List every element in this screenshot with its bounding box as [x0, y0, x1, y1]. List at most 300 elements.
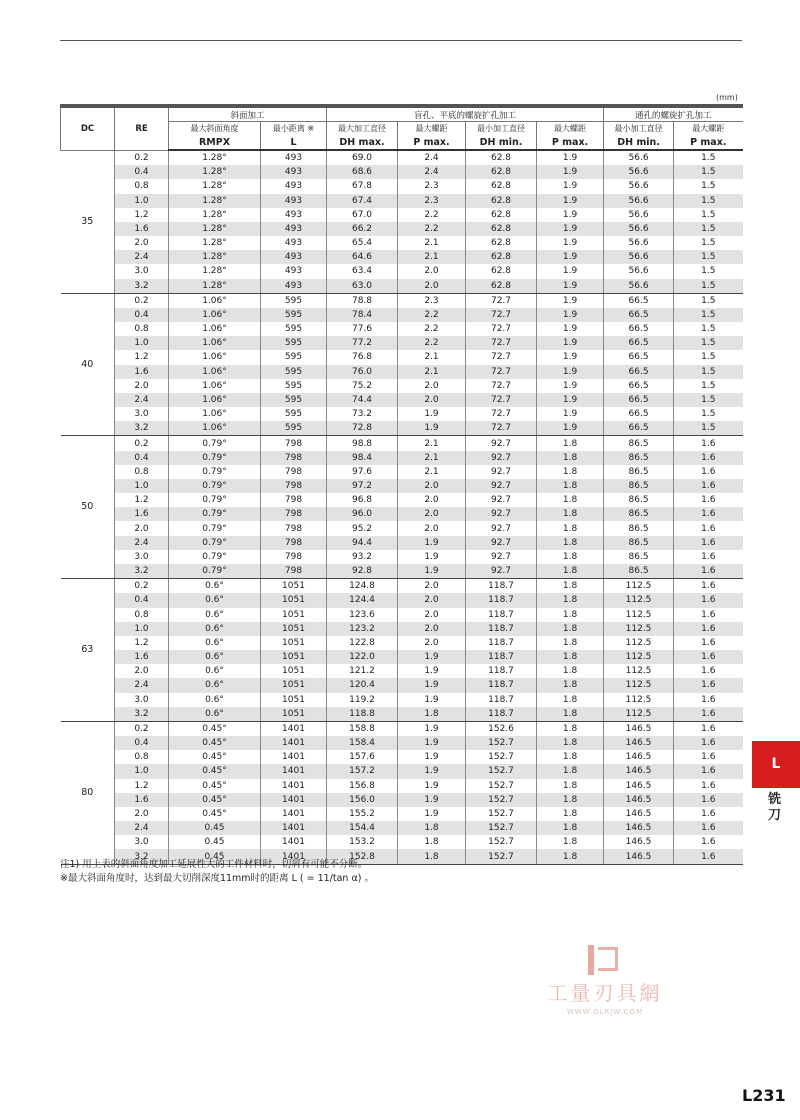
table-cell: 1.8	[537, 650, 604, 664]
table-cell: 2.0	[398, 636, 466, 650]
table-cell: 56.6	[604, 208, 674, 222]
table-cell: 1.6	[115, 793, 169, 807]
table-cell: 1.6	[674, 507, 743, 521]
table-cell: 1.5	[674, 293, 743, 308]
table-cell: 798	[261, 564, 327, 579]
table-cell: 64.6	[327, 250, 398, 264]
table-cell: 1051	[261, 593, 327, 607]
table-cell: 1.6	[674, 465, 743, 479]
table-cell: 1.8	[537, 707, 604, 722]
table-cell: 1.6	[115, 650, 169, 664]
table-cell: 1.8	[537, 736, 604, 750]
table-row	[61, 208, 743, 222]
table-cell: 1.8	[537, 764, 604, 778]
table-row	[61, 564, 743, 579]
table-cell: 146.5	[604, 779, 674, 793]
table-cell: 98.4	[327, 451, 398, 465]
table-cell: 1.6	[674, 821, 743, 835]
table-cell: 1.6	[674, 579, 743, 594]
table-cell: 1.9	[537, 393, 604, 407]
table-cell: 56.6	[604, 250, 674, 264]
table-cell: 798	[261, 536, 327, 550]
table-cell: 493	[261, 179, 327, 193]
table-cell: 63.4	[327, 264, 398, 278]
table-row	[61, 308, 743, 322]
table-row	[61, 222, 743, 236]
table-cell: 146.5	[604, 807, 674, 821]
table-cell: 73.2	[327, 407, 398, 421]
table-cell: 62.8	[466, 179, 537, 193]
table-row	[61, 279, 743, 294]
table-cell: 157.2	[327, 764, 398, 778]
table-cell: 1.28°	[169, 150, 261, 165]
table-cell: 1.5	[674, 165, 743, 179]
table-cell: 2.0	[115, 236, 169, 250]
table-cell: 2.1	[398, 436, 466, 451]
table-cell: 1.0	[115, 622, 169, 636]
table-row	[61, 608, 743, 622]
table-cell: 2.2	[398, 322, 466, 336]
table-row	[61, 793, 743, 807]
table-cell: 92.7	[466, 507, 537, 521]
table-cell: 0.6°	[169, 593, 261, 607]
table-row	[61, 465, 743, 479]
table-cell: 152.6	[466, 721, 537, 736]
table-row	[61, 194, 743, 208]
table-cell: 595	[261, 379, 327, 393]
table-row	[61, 451, 743, 465]
table-cell: 152.7	[466, 779, 537, 793]
table-cell: 0.2	[115, 721, 169, 736]
table-cell: 1.6	[674, 436, 743, 451]
table-row	[61, 550, 743, 564]
table-cell: 1.6	[674, 564, 743, 579]
table-cell: 86.5	[604, 536, 674, 550]
table-cell: 86.5	[604, 507, 674, 521]
dc-cell: 80	[61, 721, 115, 864]
table-cell: 798	[261, 436, 327, 451]
table-cell: 1.0	[115, 479, 169, 493]
table-cell: 1.6	[674, 650, 743, 664]
table-cell: 0.6°	[169, 664, 261, 678]
table-cell: 1.9	[398, 736, 466, 750]
table-cell: 1.28°	[169, 165, 261, 179]
table-row	[61, 322, 743, 336]
table-cell: 92.7	[466, 465, 537, 479]
table-cell: 152.7	[466, 835, 537, 849]
table-cell: 2.4	[398, 165, 466, 179]
header-sub: 最大加工直径	[327, 122, 398, 137]
table-row	[61, 779, 743, 793]
table-cell: 0.45°	[169, 779, 261, 793]
table-cell: 1.8	[537, 835, 604, 849]
table-cell: 1.06°	[169, 421, 261, 436]
table-cell: 1.06°	[169, 393, 261, 407]
table-row	[61, 293, 743, 308]
table-cell: 595	[261, 365, 327, 379]
table-cell: 1051	[261, 693, 327, 707]
table-cell: 1.8	[537, 465, 604, 479]
table-cell: 2.0	[398, 507, 466, 521]
table-cell: 146.5	[604, 750, 674, 764]
table-cell: 1.9	[537, 279, 604, 294]
table-cell: 1.8	[537, 664, 604, 678]
table-cell: 123.2	[327, 622, 398, 636]
table-cell: 56.6	[604, 165, 674, 179]
table-cell: 1.06°	[169, 350, 261, 364]
table-cell: 1.5	[674, 365, 743, 379]
table-cell: 118.7	[466, 636, 537, 650]
table-cell: 66.5	[604, 379, 674, 393]
table-cell: 62.8	[466, 222, 537, 236]
table-cell: 2.4	[115, 678, 169, 692]
table-cell: 119.2	[327, 693, 398, 707]
table-cell: 1.6	[674, 721, 743, 736]
table-cell: 2.4	[115, 250, 169, 264]
table-cell: 3.0	[115, 835, 169, 849]
table-cell: 3.2	[115, 421, 169, 436]
table-cell: 92.7	[466, 550, 537, 564]
table-cell: 1.5	[674, 208, 743, 222]
table-cell: 1.0	[115, 336, 169, 350]
table-cell: 1.9	[398, 807, 466, 821]
table-cell: 1401	[261, 779, 327, 793]
table-cell: 1.6	[674, 479, 743, 493]
table-cell: 92.7	[466, 493, 537, 507]
table-cell: 2.0	[398, 379, 466, 393]
page-number: L231	[742, 1086, 786, 1105]
table-cell: 112.5	[604, 650, 674, 664]
table-cell: 0.2	[115, 579, 169, 594]
table-cell: 2.1	[398, 365, 466, 379]
table-cell: 92.7	[466, 536, 537, 550]
header-sub: 最大螺距	[398, 122, 466, 137]
table-cell: 595	[261, 293, 327, 308]
header-code: DH min.	[604, 136, 674, 150]
table-cell: 1051	[261, 707, 327, 722]
table-cell: 1.6	[674, 736, 743, 750]
table-cell: 2.2	[398, 308, 466, 322]
table-cell: 0.8	[115, 608, 169, 622]
table-cell: 0.6°	[169, 579, 261, 594]
table-cell: 56.6	[604, 179, 674, 193]
table-cell: 1.9	[537, 407, 604, 421]
table-row	[61, 421, 743, 436]
table-row	[61, 736, 743, 750]
table-cell: 1.8	[537, 721, 604, 736]
table-cell: 0.6°	[169, 608, 261, 622]
table-cell: 118.7	[466, 593, 537, 607]
table-cell: 0.45°	[169, 736, 261, 750]
table-cell: 0.79°	[169, 564, 261, 579]
table-cell: 118.8	[327, 707, 398, 722]
table-cell: 1.6	[674, 835, 743, 849]
table-cell: 595	[261, 407, 327, 421]
table-cell: 595	[261, 421, 327, 436]
header-group-ramping: 斜面加工	[169, 106, 327, 122]
table-cell: 798	[261, 493, 327, 507]
table-row	[61, 536, 743, 550]
table-cell: 1.5	[674, 250, 743, 264]
table-cell: 0.8	[115, 465, 169, 479]
table-cell: 2.0	[398, 393, 466, 407]
table-cell: 493	[261, 250, 327, 264]
table-cell: 2.1	[398, 236, 466, 250]
table-cell: 74.4	[327, 393, 398, 407]
table-cell: 1.5	[674, 421, 743, 436]
table-cell: 1.28°	[169, 236, 261, 250]
table-cell: 97.6	[327, 465, 398, 479]
table-cell: 2.0	[398, 493, 466, 507]
table-cell: 156.8	[327, 779, 398, 793]
watermark-text: 工量刃具網	[547, 981, 663, 1005]
table-cell: 92.8	[327, 564, 398, 579]
table-cell: 2.0	[398, 521, 466, 535]
table-cell: 493	[261, 208, 327, 222]
table-row	[61, 593, 743, 607]
table-cell: 95.2	[327, 521, 398, 535]
table-cell: 77.2	[327, 336, 398, 350]
table-cell: 112.5	[604, 622, 674, 636]
table-cell: 1.0	[115, 194, 169, 208]
header-code: L	[261, 136, 327, 150]
table-cell: 493	[261, 165, 327, 179]
header-sub: 最小距离 ※	[261, 122, 327, 137]
table-cell: 146.5	[604, 736, 674, 750]
table-cell: 1.9	[398, 650, 466, 664]
watermark-icon	[588, 945, 622, 975]
table-row	[61, 835, 743, 849]
table-row	[61, 393, 743, 407]
table-cell: 112.5	[604, 593, 674, 607]
table-cell: 493	[261, 222, 327, 236]
table-cell: 118.7	[466, 622, 537, 636]
table-cell: 1.9	[537, 379, 604, 393]
table-cell: 0.79°	[169, 465, 261, 479]
table-cell: 0.4	[115, 308, 169, 322]
table-cell: 0.79°	[169, 493, 261, 507]
table-cell: 1.8	[537, 451, 604, 465]
table-cell: 1.9	[537, 293, 604, 308]
table-cell: 1.9	[537, 208, 604, 222]
table-cell: 1.06°	[169, 322, 261, 336]
table-cell: 0.2	[115, 150, 169, 165]
table-cell: 1.28°	[169, 194, 261, 208]
table-cell: 152.7	[466, 821, 537, 835]
table-row	[61, 493, 743, 507]
table-cell: 1.8	[537, 593, 604, 607]
table-cell: 1051	[261, 579, 327, 594]
table-cell: 1.9	[537, 179, 604, 193]
table-cell: 118.7	[466, 608, 537, 622]
table-cell: 78.8	[327, 293, 398, 308]
table-cell: 1.9	[398, 564, 466, 579]
table-row	[61, 407, 743, 421]
table-cell: 124.8	[327, 579, 398, 594]
table-cell: 0.79°	[169, 521, 261, 535]
table-cell: 92.7	[466, 451, 537, 465]
table-cell: 123.6	[327, 608, 398, 622]
table-cell: 0.79°	[169, 451, 261, 465]
table-cell: 2.0	[398, 279, 466, 294]
table-cell: 1.9	[537, 365, 604, 379]
table-cell: 1.5	[674, 350, 743, 364]
table-cell: 146.5	[604, 764, 674, 778]
table-cell: 1.28°	[169, 264, 261, 278]
table-row	[61, 636, 743, 650]
table-cell: 62.8	[466, 208, 537, 222]
header-code: P max.	[537, 136, 604, 150]
table-cell: 1.9	[398, 536, 466, 550]
table-cell: 86.5	[604, 550, 674, 564]
table-row	[61, 379, 743, 393]
table-cell: 98.8	[327, 436, 398, 451]
table-cell: 0.79°	[169, 507, 261, 521]
table-cell: 1.6	[115, 222, 169, 236]
table-cell: 1.2	[115, 779, 169, 793]
table-cell: 65.4	[327, 236, 398, 250]
table-cell: 0.6°	[169, 636, 261, 650]
table-cell: 1.9	[537, 336, 604, 350]
table-cell: 66.5	[604, 365, 674, 379]
table-row	[61, 821, 743, 835]
table-cell: 1.5	[674, 336, 743, 350]
table-cell: 1051	[261, 608, 327, 622]
table-cell: 1.5	[674, 393, 743, 407]
table-cell: 62.8	[466, 279, 537, 294]
table-cell: 0.45	[169, 849, 261, 864]
table-cell: 1.9	[537, 350, 604, 364]
table-row	[61, 650, 743, 664]
table-cell: 1.9	[537, 222, 604, 236]
table-cell: 2.0	[398, 593, 466, 607]
table-cell: 72.7	[466, 336, 537, 350]
table-cell: 76.0	[327, 365, 398, 379]
header-code: P max.	[674, 136, 743, 150]
table-row	[61, 678, 743, 692]
table-cell: 595	[261, 308, 327, 322]
table-cell: 1.8	[537, 821, 604, 835]
table-cell: 1401	[261, 764, 327, 778]
table-cell: 1.28°	[169, 179, 261, 193]
table-cell: 1.6	[674, 521, 743, 535]
table-cell: 154.4	[327, 821, 398, 835]
table-cell: 1.9	[537, 308, 604, 322]
table-cell: 798	[261, 479, 327, 493]
table-row	[61, 579, 743, 594]
table-cell: 798	[261, 451, 327, 465]
table-cell: 1.6	[674, 608, 743, 622]
table-cell: 66.5	[604, 393, 674, 407]
table-cell: 96.8	[327, 493, 398, 507]
table-cell: 2.0	[398, 264, 466, 278]
table-cell: 1401	[261, 807, 327, 821]
table-cell: 1.9	[398, 550, 466, 564]
table-cell: 1.28°	[169, 208, 261, 222]
dc-cell: 63	[61, 579, 115, 722]
table-cell: 1.28°	[169, 222, 261, 236]
table-cell: 1.2	[115, 493, 169, 507]
table-cell: 1.8	[537, 608, 604, 622]
table-cell: 66.5	[604, 407, 674, 421]
table-cell: 112.5	[604, 579, 674, 594]
table-cell: 1.9	[398, 421, 466, 436]
table-cell: 72.8	[327, 421, 398, 436]
table-cell: 86.5	[604, 436, 674, 451]
table-cell: 1.9	[537, 264, 604, 278]
table-cell: 62.8	[466, 150, 537, 165]
table-cell: 92.7	[466, 521, 537, 535]
header-group-through-helical: 通孔的螺旋扩孔加工	[604, 106, 743, 122]
table-cell: 3.0	[115, 407, 169, 421]
table-cell: 493	[261, 236, 327, 250]
table-row	[61, 507, 743, 521]
top-rule	[60, 40, 742, 41]
table-cell: 66.5	[604, 322, 674, 336]
table-cell: 1.5	[674, 279, 743, 294]
table-cell: 2.0	[398, 479, 466, 493]
table-cell: 798	[261, 521, 327, 535]
table-cell: 72.7	[466, 365, 537, 379]
table-row	[61, 707, 743, 722]
table-cell: 152.7	[466, 807, 537, 821]
table-cell: 2.0	[398, 622, 466, 636]
section-tab-label: 铣刀	[768, 792, 782, 823]
table-cell: 2.2	[398, 336, 466, 350]
table-row	[61, 436, 743, 451]
table-cell: 2.4	[115, 393, 169, 407]
table-cell: 0.8	[115, 322, 169, 336]
table-cell: 1.5	[674, 264, 743, 278]
table-cell: 595	[261, 322, 327, 336]
table-cell: 66.5	[604, 336, 674, 350]
table-cell: 155.2	[327, 807, 398, 821]
table-cell: 2.4	[115, 536, 169, 550]
table-cell: 1.5	[674, 308, 743, 322]
table-cell: 62.8	[466, 250, 537, 264]
table-cell: 0.79°	[169, 536, 261, 550]
table-cell: 0.45	[169, 835, 261, 849]
table-cell: 76.8	[327, 350, 398, 364]
table-cell: 158.8	[327, 721, 398, 736]
table-row	[61, 807, 743, 821]
table-cell: 112.5	[604, 664, 674, 678]
table-cell: 0.79°	[169, 436, 261, 451]
table-cell: 493	[261, 279, 327, 294]
table-cell: 2.0	[115, 379, 169, 393]
dc-cell: 40	[61, 293, 115, 436]
table-cell: 1.8	[537, 693, 604, 707]
table-cell: 2.4	[115, 821, 169, 835]
table-cell: 1051	[261, 622, 327, 636]
header-sub: 最大斜面角度	[169, 122, 261, 137]
table-cell: 1.8	[537, 493, 604, 507]
table-cell: 0.45°	[169, 750, 261, 764]
spec-table	[60, 104, 743, 865]
table-cell: 0.6°	[169, 650, 261, 664]
table-cell: 1.0	[115, 764, 169, 778]
dc-cell: 50	[61, 436, 115, 579]
table-cell: 152.7	[466, 793, 537, 807]
header-sub: 最小加工直径	[604, 122, 674, 137]
table-cell: 66.2	[327, 222, 398, 236]
table-cell: 1.8	[537, 550, 604, 564]
table-cell: 2.2	[398, 208, 466, 222]
table-cell: 1.6	[674, 764, 743, 778]
table-row	[61, 236, 743, 250]
table-cell: 56.6	[604, 264, 674, 278]
table-cell: 1.5	[674, 179, 743, 193]
